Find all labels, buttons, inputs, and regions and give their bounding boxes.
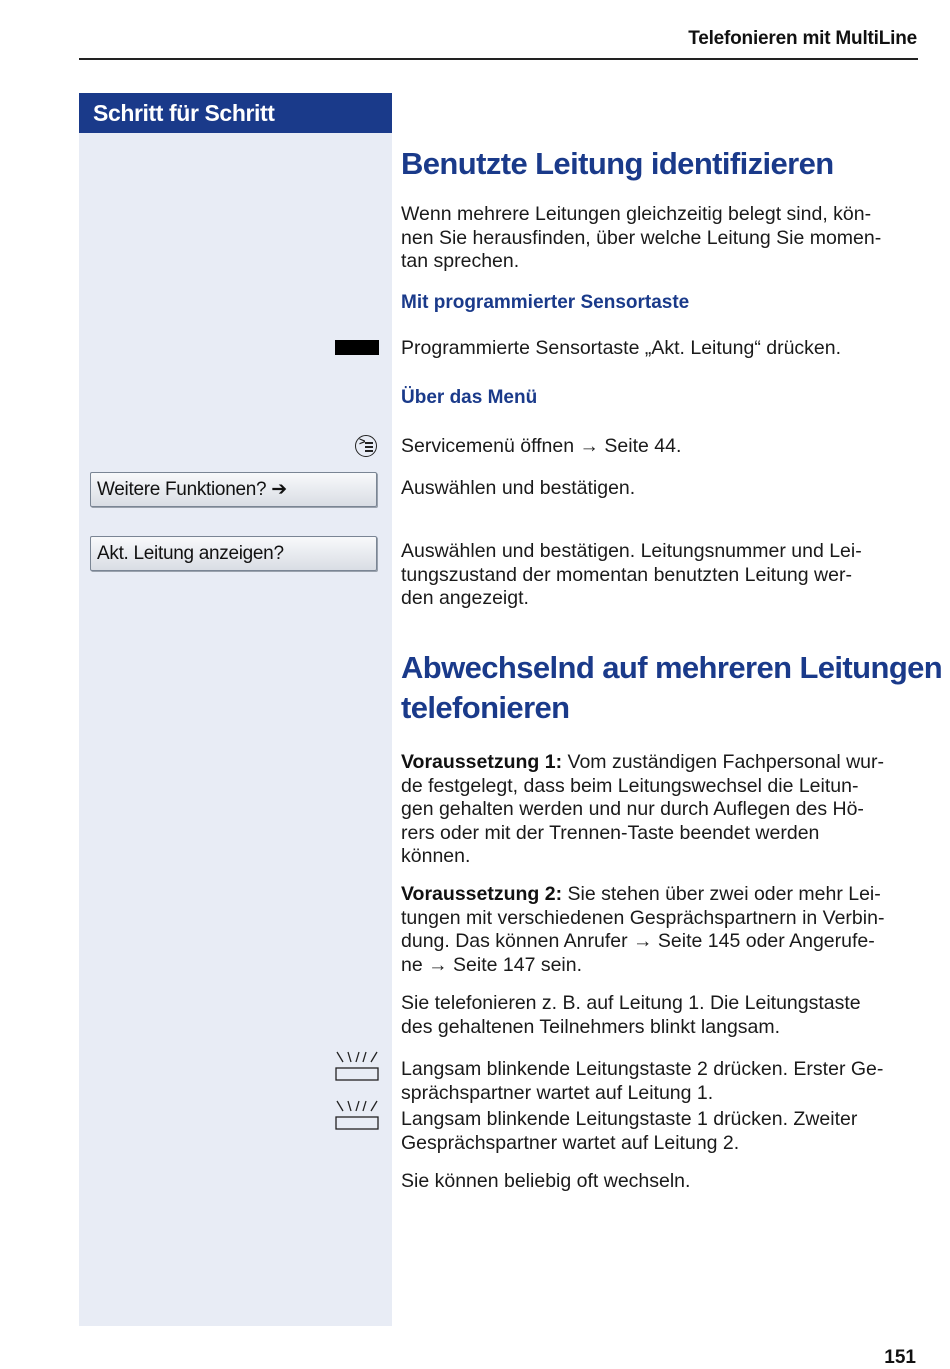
sidebar-heading: Schritt für Schritt: [79, 93, 392, 133]
blinking-line-key-icon: [335, 1099, 379, 1131]
step-open-service-menu: Servicemenü öffnen → Seite 44.: [401, 435, 682, 457]
menu-button-weitere-funktionen[interactable]: Weitere Funktionen? ➔: [90, 472, 377, 507]
service-menu-icon: >: [355, 435, 377, 457]
sidebar-column: [79, 93, 392, 1326]
closing-paragraph: Sie können beliebig oft wechseln.: [401, 1170, 691, 1192]
menu-button-akt-leitung-anzeigen[interactable]: Akt. Leitung anzeigen?: [90, 536, 377, 571]
example-paragraph: Sie telefonieren z. B. auf Leitung 1. Die Leitungstaste des gehaltenen Teilnehmers blinkt langsam.: [401, 992, 861, 1038]
page-number: 151: [884, 1347, 916, 1368]
step-press-line-key-1: Langsam blinkende Leitungstaste 1 drücken. Zweiter Gesprächspartner wartet auf Leitung 2.: [401, 1108, 858, 1154]
prerequisite-1: Voraussetzung 1: Vom zuständigen Fachpersonal wur- de festgelegt, dass beim Leitungswechsel die Leitun- gen gehalten werden und nur durch Auflegen des Hö- rers oder mit der Trennen-Taste beendet werden können.: [401, 751, 885, 867]
header-rule: [79, 58, 918, 60]
intro-paragraph: Wenn mehrere Leitungen gleichzeitig belegt sind, kön- nen Sie herausfinden, über welche Leitung Sie momen- tan sprechen.: [401, 203, 882, 272]
section-title-abwechselnd: Abwechselnd auf mehreren Leitungen telefonieren: [401, 650, 943, 725]
step-press-line-key-2: Langsam blinkende Leitungstaste 2 drücken. Erster Ge- sprächspartner wartet auf Leitung 1.: [401, 1058, 884, 1104]
step-show-line: Auswählen und bestätigen. Leitungsnummer und Lei- tungszustand der momentan benutzten Leitung wer- den angezeigt.: [401, 540, 862, 609]
section-title-benutzte-leitung: Benutzte Leitung identifizieren: [401, 146, 834, 181]
step-select-confirm: Auswählen und bestätigen.: [401, 477, 636, 499]
sensor-key-icon: [335, 340, 379, 355]
subheading-sensortaste: Mit programmierter Sensortaste: [401, 292, 690, 313]
subheading-menu: Über das Menü: [401, 387, 538, 408]
prerequisite-2: Voraussetzung 2: Sie stehen über zwei oder mehr Lei- tungen mit verschiedenen Gesprächspartnern in Verbin- dung. Das können Anrufer → Seite 145 oder Angerufe- ne → Seite 147 sein.: [401, 883, 885, 976]
blinking-line-key-icon: [335, 1050, 379, 1082]
step-sensortaste: Programmierte Sensortaste „Akt. Leitung“ drücken.: [401, 337, 842, 359]
running-header: Telefonieren mit MultiLine: [688, 28, 917, 49]
